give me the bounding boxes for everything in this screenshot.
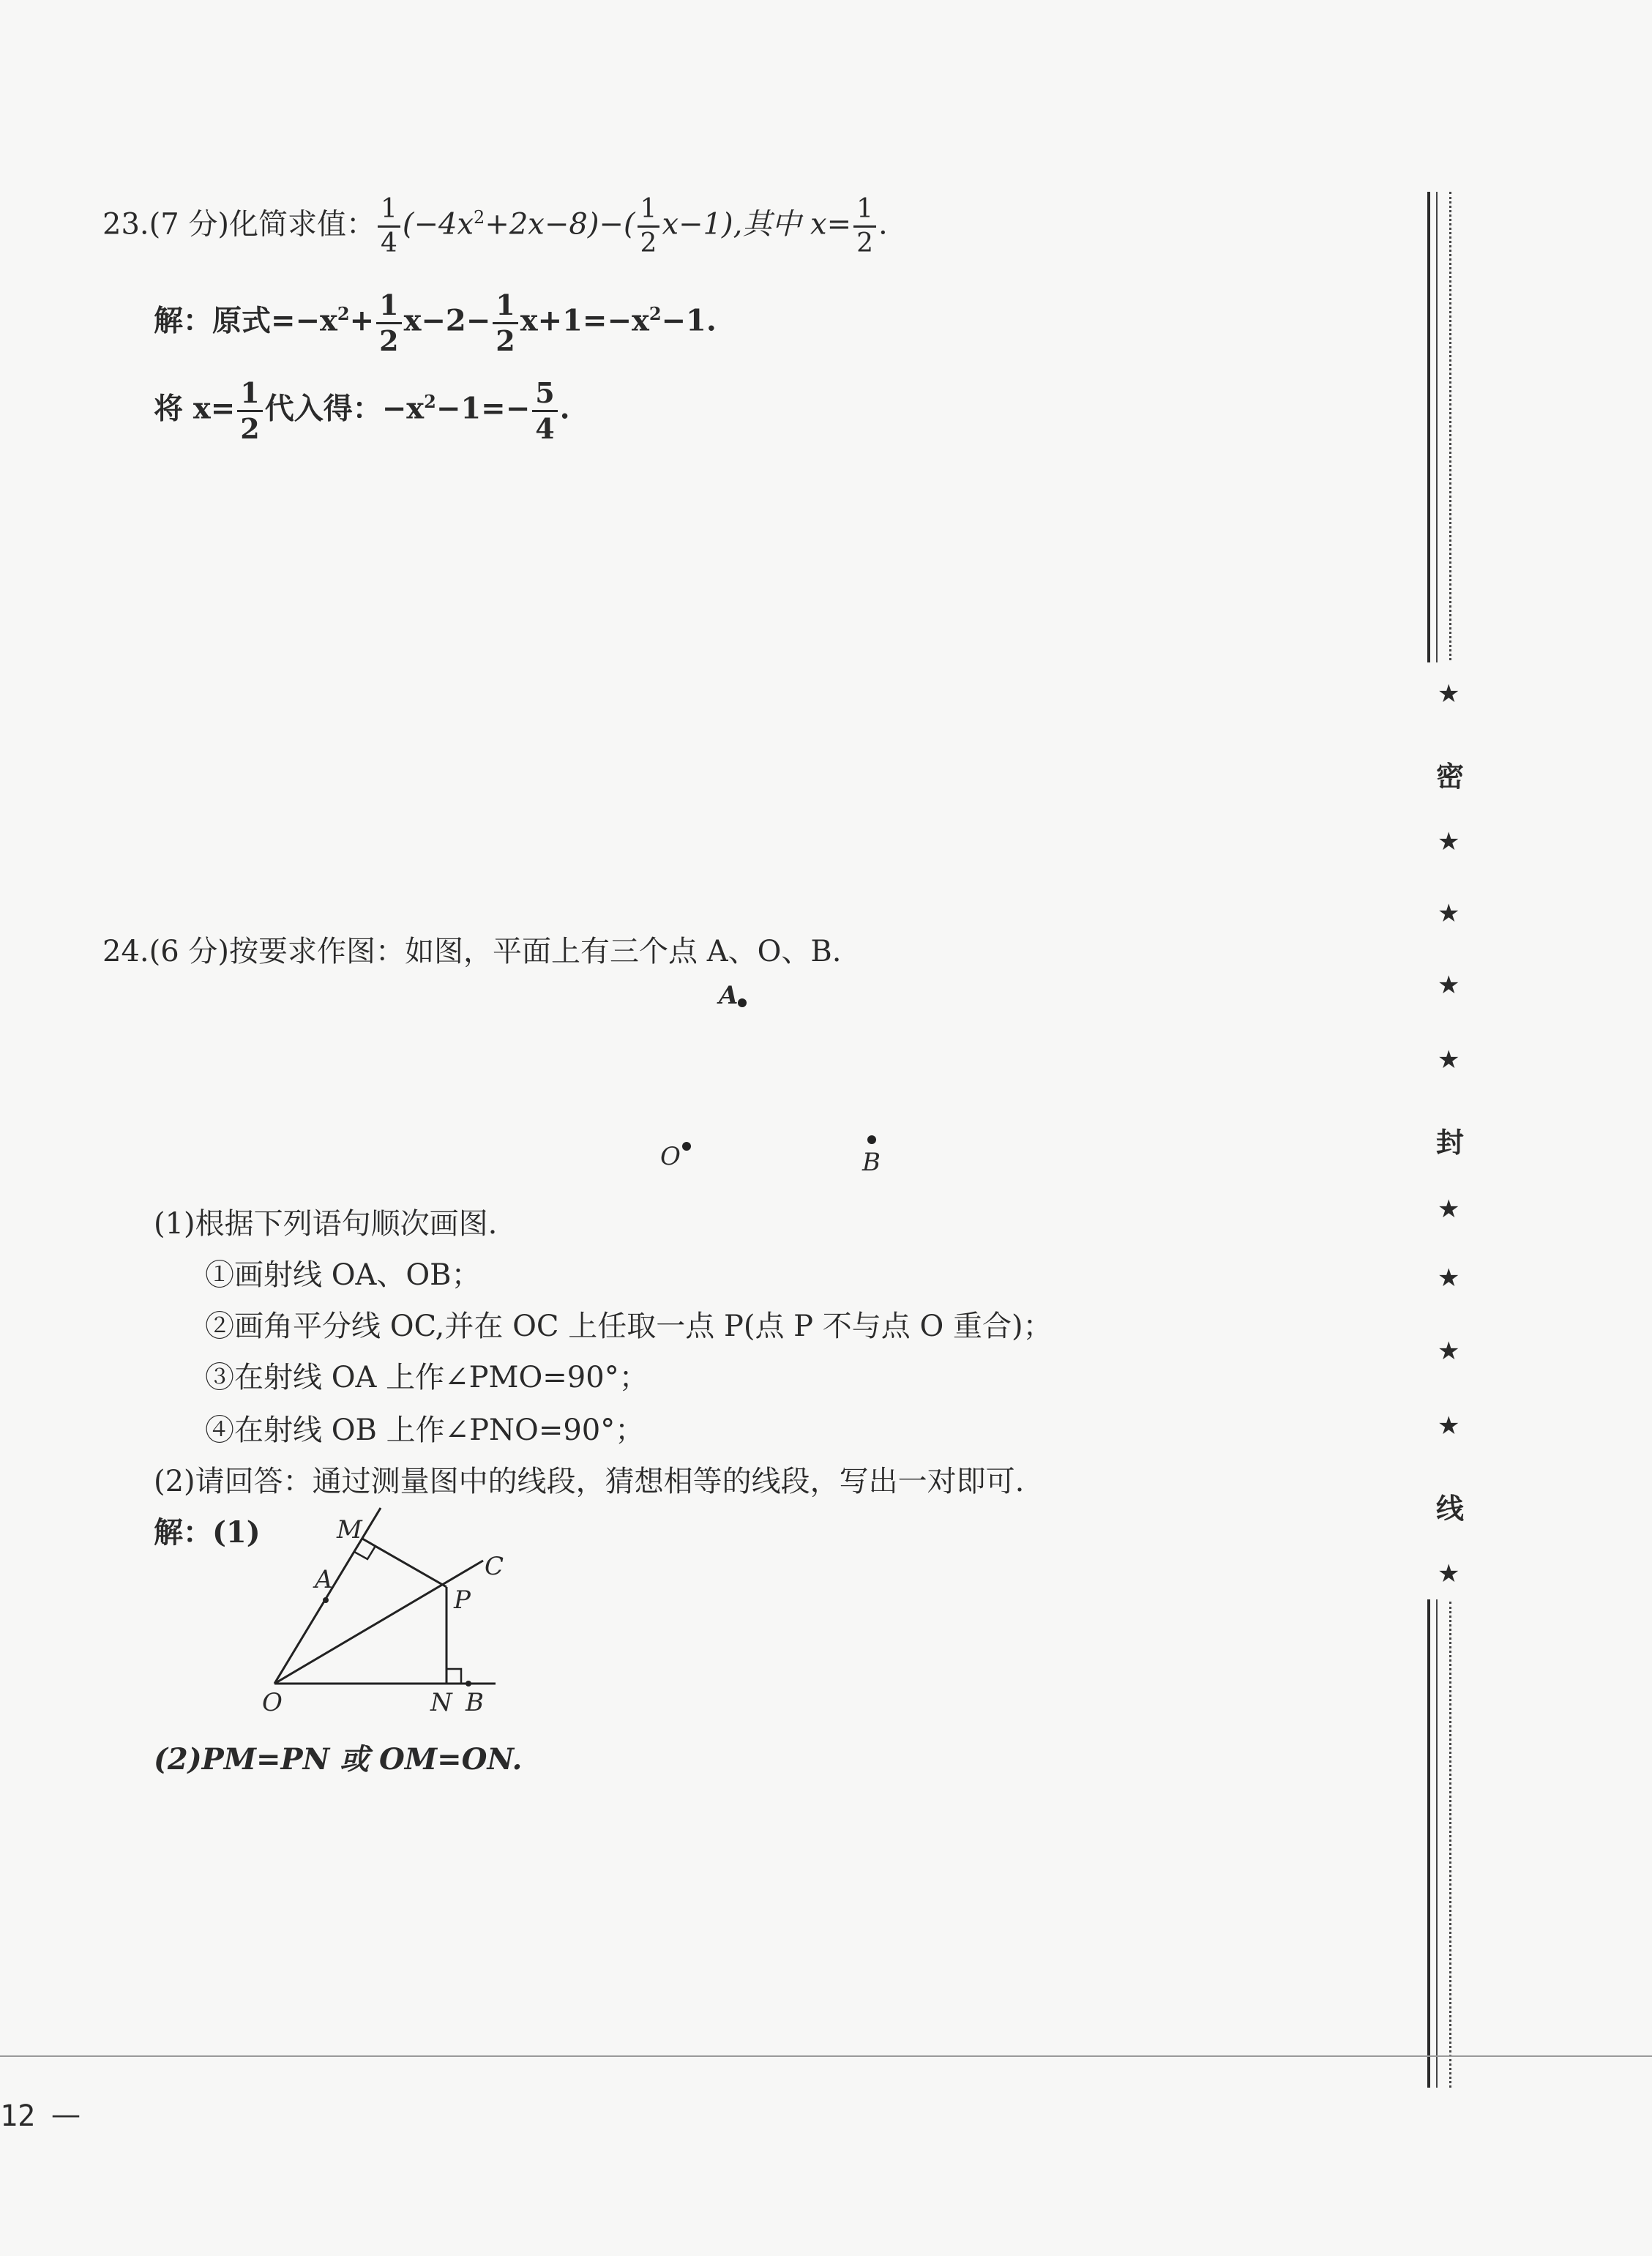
star-icon: ★: [1438, 971, 1460, 1000]
q23-problem: 23.(7 分)化简求值： $\frac{1}{4}$ $(-4x^2+2x-8)-$( $\frac{1}{2}$ x−1),其中 x= $\frac{1}{2}$ .: [102, 194, 888, 258]
seal-word-mi: 密: [1436, 760, 1465, 793]
star-icon: ★: [1438, 1263, 1460, 1293]
q24-step-3: ③在射线 OA 上作∠PMO=90°；: [205, 1361, 649, 1394]
point-b: [867, 1135, 876, 1144]
star-icon: ★: [1438, 1195, 1460, 1224]
ray-oa: [274, 1508, 381, 1684]
star-icon: ★: [1438, 827, 1460, 856]
q24-part1: (1)根据下列语句顺次画图.: [154, 1207, 498, 1241]
fraction-1-4: $\frac{1}{4}$: [378, 196, 400, 257]
fig-label-n: N: [430, 1688, 452, 1717]
point-o-label: O: [660, 1142, 681, 1171]
q24-solution-label: 解：(1): [154, 1515, 261, 1550]
q24-step-4: ④在射线 OB 上作∠PNO=90°；: [205, 1413, 645, 1447]
q24-step-1: ①画射线 OA、OB；: [205, 1258, 481, 1292]
binding-dotted-top: [1449, 192, 1451, 660]
page-dash: —: [51, 2098, 81, 2132]
q23-solution-line1: 解：原式$=-x^2+$ $\frac{1}{2}$ x−2− $\frac{1}{2}$ $x+1=-x^2-1$.: [154, 288, 717, 357]
angle-bisector-figure: [249, 1493, 542, 1728]
fraction-1-2-b: $\frac{1}{2}$: [853, 196, 876, 257]
fraction-1-2: $\frac{1}{2}$: [638, 196, 660, 257]
binding-dotted-bottom: [1449, 1602, 1451, 2088]
right-angle-n: [446, 1669, 461, 1684]
footer-rule: [0, 2055, 1652, 2057]
seal-word-xian: 线: [1436, 1492, 1465, 1525]
point-o: [682, 1142, 691, 1151]
star-icon: ★: [1438, 1411, 1460, 1441]
fig-label-c: C: [485, 1552, 504, 1581]
figure-point-a: [323, 1597, 329, 1603]
page-number: 12: [0, 2099, 36, 2133]
q24-step-2: ②画角平分线 OC,并在 OC 上任取一点 P(点 P 不与点 O 重合)；: [205, 1310, 1053, 1343]
q24-part2: (2)请回答：通过测量图中的线段，猜想相等的线段，写出一对即可.: [154, 1465, 1025, 1498]
star-icon: ★: [1438, 1337, 1460, 1366]
ray-oc: [274, 1561, 483, 1684]
q23-solution-line2: 将 x= $\frac{1}{2}$ 代入得：$-x^2-1=-$ $\frac{5}{4}$ .: [154, 376, 570, 445]
figure-point-b: [466, 1681, 471, 1687]
point-a: [738, 998, 747, 1007]
fig-label-m: M: [337, 1515, 362, 1545]
q24-title: 24.(6 分)按要求作图：如图，平面上有三个点 A、O、B.: [102, 935, 842, 968]
fig-label-o: O: [262, 1688, 283, 1717]
star-icon: ★: [1438, 679, 1460, 709]
point-a-label: A: [719, 981, 739, 1010]
star-icon: ★: [1438, 1559, 1460, 1588]
fig-label-a: A: [315, 1565, 333, 1594]
point-b-label: B: [862, 1148, 881, 1177]
star-icon: ★: [1438, 1045, 1460, 1075]
star-icon: ★: [1438, 899, 1460, 928]
fig-label-p: P: [454, 1585, 471, 1615]
seal-word-feng: 封: [1436, 1126, 1465, 1159]
q24-answer-2: (2)PM=PN 或 OM=ON.: [154, 1742, 523, 1777]
fig-label-b: B: [466, 1688, 484, 1717]
